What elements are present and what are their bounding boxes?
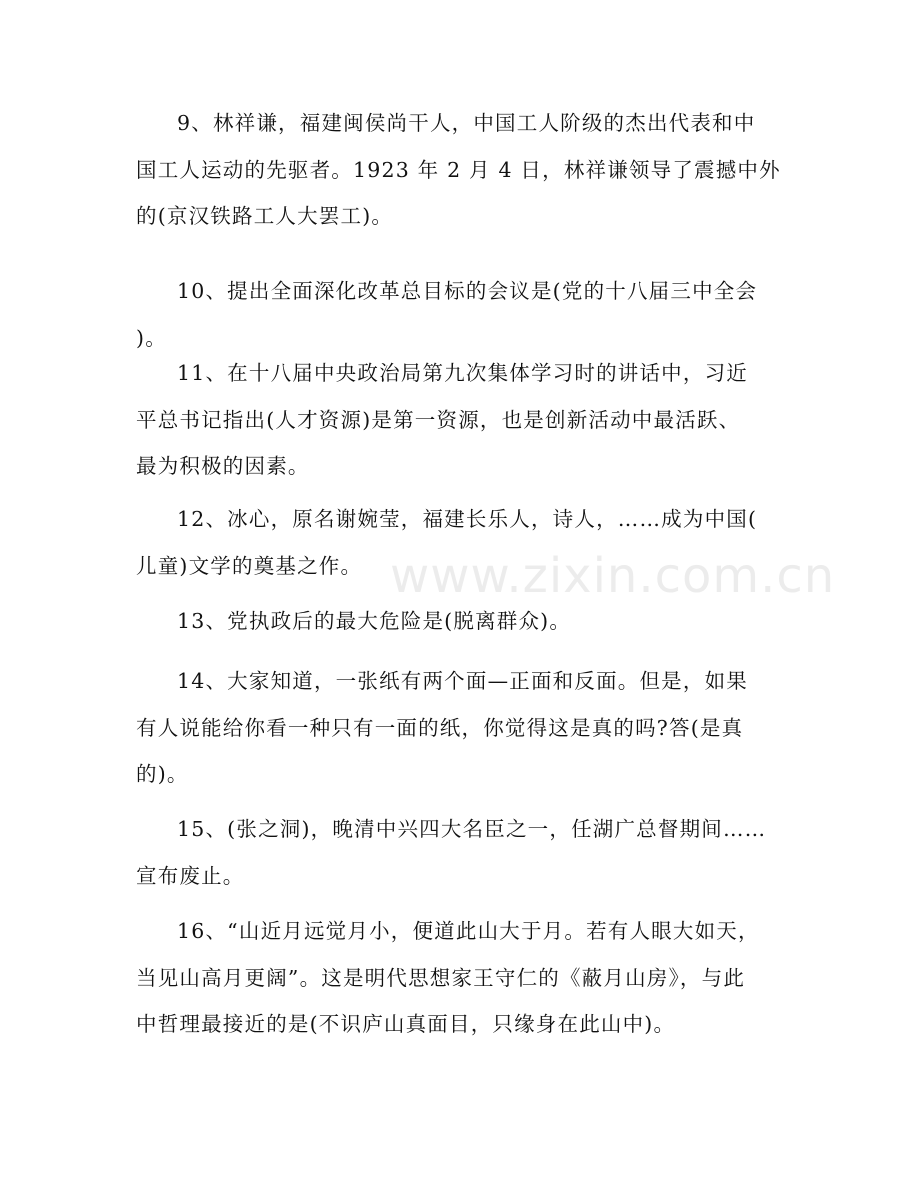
question-10 xyxy=(136,268,776,361)
question-9-line-1: 9、林祥谦，福建闽侯尚干人，中国工人阶级的杰出代表和中 xyxy=(177,111,756,135)
question-16 xyxy=(136,908,776,1048)
question-12-line-1: 12、冰心，原名谢婉莹，福建长乐人，诗人，……成为中国( xyxy=(177,507,758,531)
question-13 xyxy=(136,598,776,645)
watermark: www.zixin.com.cn xyxy=(390,548,836,604)
question-9-line-3: 的(京汉铁路工人大罢工)。 xyxy=(136,204,394,228)
question-12-line-2: 儿童)文学的奠基之作。 xyxy=(136,553,363,578)
question-16-line-1: 16、“山近月远觉月小，便道此山大于月。若有人眼大如天， xyxy=(177,919,760,943)
question-11-line-1: 11、在十八届中央政治局第九次集体学习时的讲话中，习近 xyxy=(177,361,748,385)
question-15-line-1: 15、(张之洞)，晚清中兴四大名臣之一，任湖广总督期间…… xyxy=(177,817,767,841)
question-15-line-2: 宣布废止。 xyxy=(136,863,245,888)
question-11-line-3: 最为积极的因素。 xyxy=(136,454,310,478)
question-16-line-2: 当见山高月更阔”。这是明代思想家王守仁的《蔽月山房》，与此 xyxy=(136,965,746,990)
question-15 xyxy=(136,806,776,899)
question-10-line-2: )。 xyxy=(136,325,167,350)
question-14 xyxy=(136,658,776,798)
question-9 xyxy=(136,100,781,240)
question-14-line-3: 的)。 xyxy=(136,762,189,786)
question-14-line-1: 14、大家知道，一张纸有两个面—正面和反面。但是，如果 xyxy=(177,669,748,693)
question-13-line-1: 13、党执政后的最大危险是(脱离群众)。 xyxy=(177,609,572,633)
question-10-line-1: 10、提出全面深化改革总目标的会议是(党的十八届三中全会 xyxy=(177,279,758,303)
question-14-line-2: 有人说能给你看一种只有一面的纸，你觉得这是真的吗?答(是真 xyxy=(136,715,744,740)
question-11-line-2: 平总书记指出(人才资源)是第一资源，也是创新活动中最活跃、 xyxy=(136,407,741,432)
question-16-line-3: 中哲理最接近的是(不识庐山真面目，只缘身在此山中)。 xyxy=(136,1012,676,1036)
question-9-line-2: 国工人运动的先驱者。1923 年 2 月 4 日，林祥谦领导了震撼中外 xyxy=(136,157,781,182)
question-11 xyxy=(136,350,776,490)
